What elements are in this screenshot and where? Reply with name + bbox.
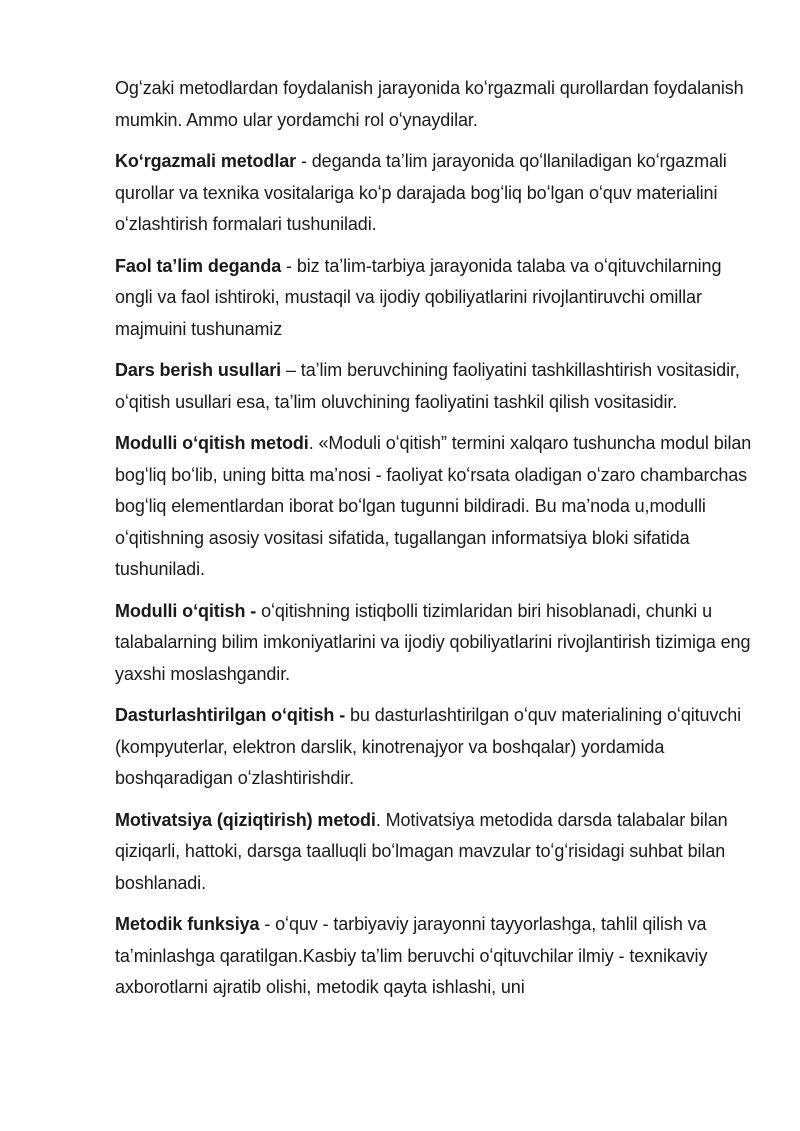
paragraph-term: Modulli oʻqitish metodi bbox=[115, 433, 309, 453]
paragraph-motivatsiya-metodi bbox=[115, 805, 755, 900]
paragraph-text: - oʻquv - tarbiyaviy jarayonni tayyorlashga, tahlil qilish va taʼminlashga qaratilgan.Kasbiy taʼlim beruvchi oʻqituvchilar ilmiy - texnikaviy axborotlarni ajratib olishi, metodik qayta ishlashi, uni bbox=[115, 914, 708, 997]
paragraph-text: - deganda taʼlim jarayonida qoʻllaniladigan koʻrgazmali qurollar va texnika vositalariga koʻp darajada bogʻliq boʻlgan oʻquv materialini oʻzlashtirish formalari tushuniladi. bbox=[115, 151, 727, 234]
document-body bbox=[115, 73, 755, 1014]
paragraph-korgazmali-metodlar bbox=[115, 146, 755, 241]
paragraph-term: Dars berish usullari bbox=[115, 360, 282, 380]
paragraph-text: . «Moduli oʻqitish” termini xalqaro tushuncha modul bilan bogʻliq boʻlib, uning bitta maʼnosi - faoliyat koʻrsata oladigan oʻzaro chambarchas bogʻliq elementlardan iborat boʻlgan tugunni bildiradi. Bu maʼnoda u,modulli oʻqitishning asosiy vositasi sifatida, tugallangan informatsiya bloki sifatida tushuniladi. bbox=[115, 433, 752, 579]
paragraph-text: . Motivatsiya metodida darsda talabalar bilan qiziqarli, hattoki, darsga taalluqli boʻlmagan mavzular toʻgʻrisidagi suhbat bilan boshlanadi. bbox=[115, 809, 728, 893]
paragraph-term: Motivatsiya (qiziqtirish) metodi bbox=[115, 809, 376, 830]
paragraph-text: Ogʻzaki metodlardan foydalanish jarayonida koʻrgazmali qurollardan foydalanish mumkin. Ammo ular yordamchi rol oʻynaydilar. bbox=[115, 78, 744, 130]
paragraph-dars-berish-usullari bbox=[115, 355, 755, 418]
paragraph-term: Modulli oʻqitish - bbox=[115, 600, 257, 621]
paragraph-text: – taʼlim beruvchining faoliyatini tashkillashtirish vositasidir, oʻqitish usullari esa, taʼlim oluvchining faoliyatini tashkil qilish vositasidir. bbox=[115, 360, 740, 412]
paragraph-term: Dasturlashtirilgan oʻqitish - bbox=[115, 705, 346, 725]
paragraph-modulli-oqitish bbox=[115, 596, 755, 691]
paragraph-faol-talim bbox=[115, 251, 755, 346]
paragraph-term: Metodik funksiya bbox=[115, 914, 260, 934]
paragraph-modulli-oqitish-metodi bbox=[115, 428, 755, 586]
paragraph-intro bbox=[115, 73, 755, 136]
paragraph-text: - biz taʼlim-tarbiya jarayonida talaba va oʻqituvchilarning ongli va faol ishtiroki, mustaqil va ijodiy qobiliyatlarini rivojlantiruvchi omillar majmuini tushunamiz bbox=[115, 255, 722, 339]
paragraph-term: Koʻrgazmali metodlar bbox=[115, 151, 297, 171]
paragraph-text: bu dasturlashtirilgan oʻquv materialining oʻqituvchi (kompyuterlar, elektron darslik, kinotrenajyor va boshqalar) yordamida boshqaradigan oʻzlashtirishdir. bbox=[115, 705, 742, 788]
paragraph-metodik-funksiya bbox=[115, 909, 755, 1004]
paragraph-dasturlashtirilgan-oqitish bbox=[115, 700, 755, 795]
paragraph-term: Faol taʼlim deganda bbox=[115, 255, 282, 276]
paragraph-text: oʻqitishning istiqbolli tizimlaridan biri hisoblanadi, chunki u talabalarning bilim imkoniyatlarini va ijodiy qobiliyatlarini rivojlantirish tizimiga eng yaxshi moslashgandir. bbox=[115, 600, 751, 684]
